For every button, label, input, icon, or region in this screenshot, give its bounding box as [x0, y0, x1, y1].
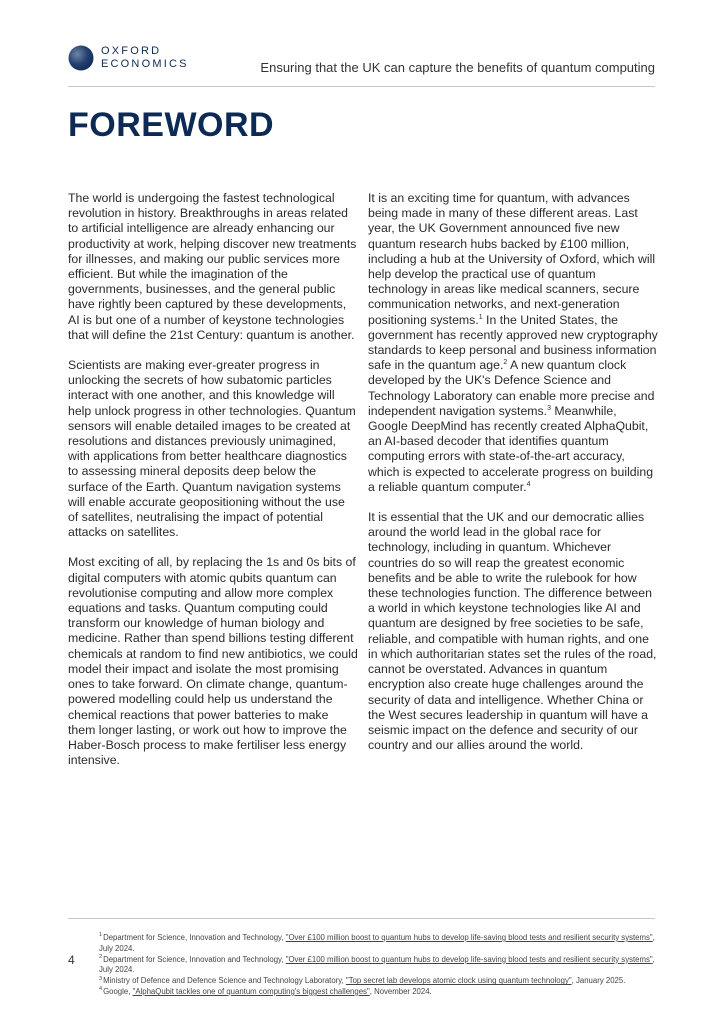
footnote-number: 1 — [99, 932, 103, 939]
footer-divider — [68, 918, 655, 919]
page-heading: FOREWORD — [68, 106, 275, 144]
logo-line-2: ECONOMICS — [101, 58, 189, 70]
paragraph — [368, 191, 658, 495]
page-number: 4 — [68, 953, 75, 967]
paragraph-text: It is an exciting time for quantum, with advances being made in many of these different areas. Last year, the UK Government announced five new quantum research hubs backed by £100 million, including a hub at the University of Oxford, which will help develop the practical use of quantum technology in areas like medical scanners, secure communication networks, and next-generation positioning systems. — [368, 191, 656, 327]
footnote-ref[interactable]: 4 — [526, 480, 531, 488]
globe-logo-icon — [68, 45, 94, 71]
footnote-link[interactable]: "Top secret lab develops atomic clock using quantum technology" — [345, 976, 572, 986]
paragraph-text: Meanwhile, Google DeepMind has recently created AlphaQubit, an AI-based decoder that identifies quantum computing errors with state-of-the-art accuracy, which is expected to accelerate progress on building a reliable quantum computer. — [368, 403, 654, 494]
paragraph: It is essential that the UK and our democratic allies around the world lead in the global race for technology, including in quantum. Whichever countries do so will reap the greatest economic benefits and be able to write the rulebook for how these technologies function. The difference between a world in which keystone technologies like AI and quantum are designed by free societies to be safe, reliable, and compatible with human rights, and one in which authoritarian states set the rules of the road, cannot be overstated. Advances in quantum encryption also create huge challenges around the security of data and intelligence. Whether China or the West secures leadership in quantum will have a seismic impact on the defence and security of our country and our allies around the world. — [368, 510, 657, 753]
footnote-date: , July 2024. — [99, 933, 655, 953]
logo-wordmark — [101, 45, 189, 71]
footnote-ref[interactable]: 1 — [478, 313, 483, 321]
footnotes — [99, 933, 659, 998]
footnote-date: , July 2024. — [99, 954, 655, 975]
footnote-date: , November 2024. — [369, 986, 432, 996]
footnote-link[interactable]: "AlphaQubit tackles one of quantum computing's biggest challenges" — [132, 986, 370, 996]
paragraph: Scientists are making ever-greater progress in unlocking the secrets of how subatomic particles interact with one another, and this knowledge will help unlock progress in other technologies. Quantum sensors will enable detailed images to be created at resolutions and distances previously unimagined, with applications from better healthcare diagnostics to assessing mineral deposits deep below the surface of the Earth. Quantum navigation systems will enable accurate geopositioning without the use of satellites, neutralising the impact of potential attacks on satellites. — [68, 358, 356, 540]
oxford-economics-logo — [68, 45, 189, 71]
logo-line-1: OXFORD — [101, 45, 162, 57]
footnote-source: Ministry of Defence and Defence Science and Technology Laboratory, — [103, 976, 346, 986]
body-column-right — [368, 191, 658, 768]
body-column-left — [68, 191, 358, 783]
footnote-number: 2 — [99, 954, 103, 960]
footnote — [99, 955, 659, 977]
footnote — [99, 933, 659, 955]
footnote-ref[interactable]: 2 — [503, 359, 508, 367]
report-title: Ensuring that the UK can capture the benefits of quantum computing — [260, 60, 655, 75]
footnote-date: , January 2025. — [571, 976, 626, 986]
footnote-number: 4 — [99, 986, 103, 993]
footnote-link[interactable]: "Over £100 million boost to quantum hubs to develop life-saving blood tests and resilient security systems" — [285, 954, 653, 964]
footnote-source: Department for Science, Innovation and Technology, — [103, 933, 286, 942]
footnote-link[interactable]: "Over £100 million boost to quantum hubs to develop life-saving blood tests and resilient security systems" — [285, 933, 653, 942]
footnote-number: 3 — [99, 975, 103, 982]
footnote-source: Department for Science, Innovation and Technology, — [103, 954, 286, 964]
footnote — [99, 987, 659, 998]
footnote-source: Google, — [103, 986, 133, 996]
header-divider — [68, 86, 655, 87]
paragraph-text: A new quantum clock developed by the UK's Defence Science and Technology Laboratory can enable more precise and independent navigation systems. — [368, 358, 655, 418]
paragraph: The world is undergoing the fastest technological revolution in history. Breakthroughs in areas related to artificial intelligence are already enhancing our productivity at work, helping discover new treatments for illnesses, and making our public services more efficient. But while the imagination of the governments, businesses, and the general public have rightly been captured by these developments, AI is but one of a number of keystone technologies that will define the 21st Century: quantum is another. — [68, 191, 357, 342]
footnote — [99, 976, 659, 987]
footnote-ref[interactable]: 3 — [547, 404, 552, 412]
paragraph: Most exciting of all, by replacing the 1s and 0s bits of digital computers with atomic qubits quantum can revolutionise computing and allow more complex equations and tasks. Quantum computing could transform our knowledge of human biology and medicine. Rather than spend billions testing different chemicals at random to find new antibiotics, we could model their impact and isolate the most promising ones to take forward. On climate change, quantum-powered modelling could help us understand the chemical reactions that power batteries to make them longer lasting, or work out how to improve the Haber-Bosch process to make fertiliser less energy intensive. — [68, 555, 358, 768]
paragraph-text: In the United States, the government has recently approved new cryptography standards to keep personal and business information safe in the quantum age. — [368, 312, 658, 373]
